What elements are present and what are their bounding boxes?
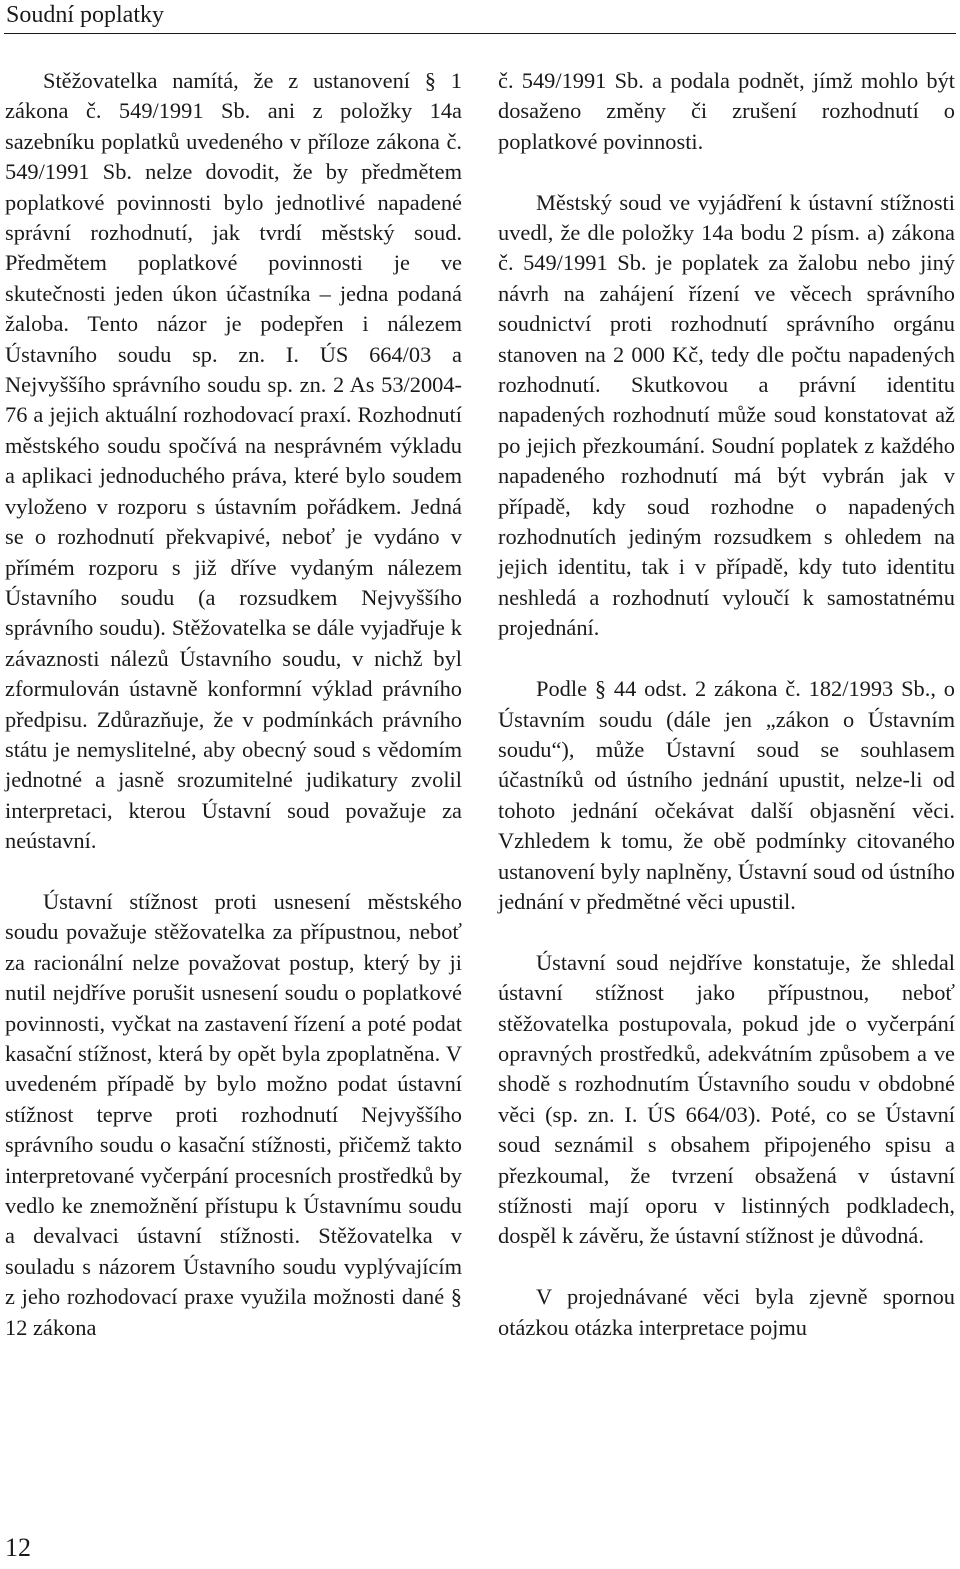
right-paragraph-3: Podle § 44 odst. 2 zákona č. 182/1993 Sb., o Ústavním soudu (dále jen „zákon o Ústavním soudu“), může Ústavní soud se souhlasem účastníků od ústního jednání upustit, nelze-li od tohoto jednání očekávat další objasnění věci. Vzhledem k tomu, že obě podmínky citovaného ustanovení byly naplněny, Ústavní soud od ústního jednání v předmětné věci upustil. bbox=[498, 676, 955, 914]
right-column bbox=[498, 66, 955, 1343]
header-divider bbox=[4, 33, 956, 34]
left-column bbox=[5, 66, 462, 1343]
right-paragraph-2: Městský soud ve vyjádření k ústavní stížnosti uvedl, že dle položky 14a bodu 2 písm. a) zákona č. 549/1991 Sb. je poplatek za žalobu nebo jiný návrh na zahájení řízení ve věcech správního soudnictví proti rozhodnutí správního orgánu stanoven na 2 000 Kč, tedy dle počtu napadených rozhodnutí. Skutkovou a právní identitu napadených rozhodnutí může soud konstatovat až po jejich přezkoumání. Soudní poplatek z každého napadeného rozhodnutí má být vybrán jak v případě, kdy soud rozhodne o napadených rozhodnutích jediným rozsudkem s ohledem na jejich identitu, tak i v případě, kdy tuto identitu neshledá a rozhodnutí vyloučí k samostatnému projednání. bbox=[498, 189, 955, 641]
right-paragraph-5: V projednávané věci byla zjevně spornou otázkou otázka interpretace pojmu bbox=[498, 1284, 955, 1340]
left-paragraph-1: Stěžovatelka namítá, že z ustanovení § 1 zákona č. 549/1991 Sb. ani z položky 14a sazebníku poplatků uvedeného v příloze zákona č. 549/1991 Sb. nelze dovodit, že by předmětem poplatkové povinnosti bylo jednotlivé napadené správní rozhodnutí, jak tvrdí městský soud. Předmětem poplatkové povinnosti je ve skutečnosti jeden úkon účastníka – jedna podaná žaloba. Tento názor je podepřen i nálezem Ústavního soudu sp. zn. I. ÚS 664/03 a Nejvyššího správního soudu sp. zn. 2 As 53/2004-76 a jejich aktuální rozhodovací praxí. Rozhodnutí městského soudu spočívá na nesprávném výkladu a aplikaci jednoduchého práva, které bylo soudem vyloženo v rozporu s ústavním pořádkem. Jedná se o rozhodnutí překvapivé, neboť je vydáno v přímém rozporu s již dříve vydaným nálezem Ústavního soudu (a rozsudkem Nejvyššího správního soudu). Stěžovatelka se dále vyjadřuje k závaznosti nálezů Ústavního soudu, v nichž byl zformulován ústavně konformní výklad právního předpisu. Zdůrazňuje, že v podmínkách právního státu je nemyslitelné, aby obecný soud s vědomím jednotné a jasně srozumitelné judikatury zvolil interpretaci, kterou Ústavní soud považuje za neústavní. bbox=[5, 68, 462, 854]
right-paragraph-continued: č. 549/1991 Sb. a podala podnět, jímž mohlo být dosaženo změny či zrušení rozhodnutí o poplatkové povinnosti. bbox=[498, 68, 955, 154]
running-header bbox=[0, 0, 960, 36]
right-paragraph-4: Ústavní soud nejdříve konstatuje, že shledal ústavní stížnost jako přípustnou, neboť stěžovatelka postupovala, pokud jde o vyčerpání opravných prostředků, adekvátním způsobem a ve shodě s rozhodnutím Ústavního soudu v obdobné věci (sp. zn. I. ÚS 664/03). Poté, co se Ústavní soud seznámil s obsahem připojeného spisu a přezkoumal, že tvrzení obsažená v ústavní stížnosti mají oporu v listinných podkladech, dospěl k závěru, že ústavní stížnost je důvodná. bbox=[498, 949, 955, 1249]
page-number: 12 bbox=[5, 1533, 31, 1562]
left-paragraph-2: Ústavní stížnost proti usnesení městského soudu považuje stěžovatelka za přípustnou, neboť za racionální nelze považovat postup, který by ji nutil nejdříve porušit usnesení soudu o poplatkové povinnosti, vyčkat na zastavení řízení a poté podat kasační stížnost, která by opět byla zpoplatněna. V uvedeném případě by bylo možno podat ústavní stížnost teprve proti rozhodnutí Nejvyššího správního soudu o kasační stížnosti, přičemž takto interpretované vyčerpání procesních prostředků by vedlo ke znemožnění přístupu k Ústavnímu soudu a devalvaci ústavní stížnosti. Stěžovatelka v souladu s názorem Ústavního soudu vyplývajícím z jeho rozhodovací praxe využila možnosti dané § 12 zákona bbox=[5, 888, 462, 1340]
running-header-title: Soudní poplatky bbox=[6, 2, 165, 28]
